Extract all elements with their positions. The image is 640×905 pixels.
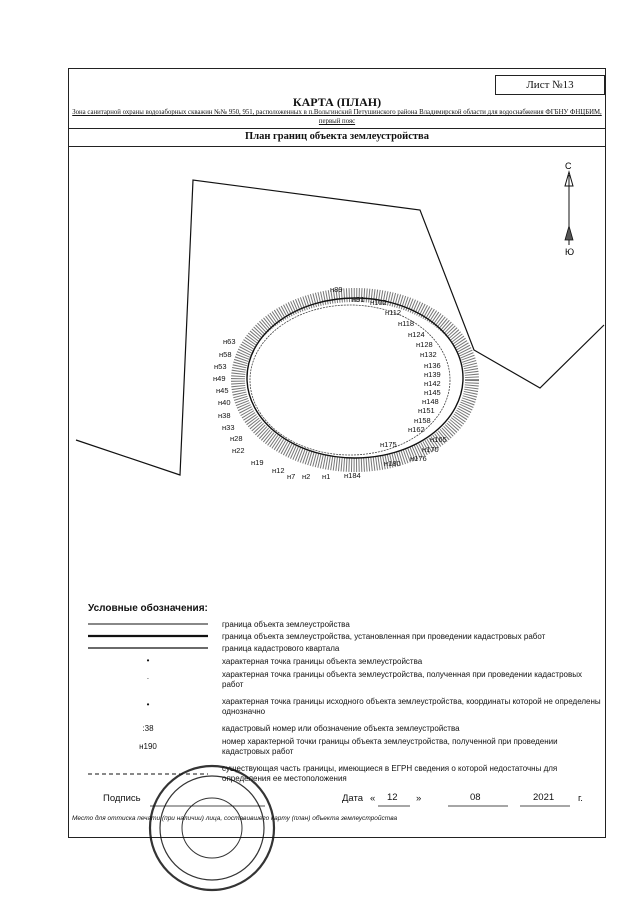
sheet-number: Лист №13 [495, 75, 605, 95]
seal-stamp [150, 766, 274, 890]
point-label: н180 [384, 459, 401, 468]
point-label: н139 [424, 370, 441, 379]
legend-item-text: характерная точка границы объекта землеустройства [222, 657, 423, 666]
legend-point-symbol: · [146, 674, 150, 683]
plan-title: План границ объекта землеустройства [245, 131, 429, 142]
quarter-boundary [76, 180, 604, 475]
date-quote-close: » [416, 793, 422, 804]
legend-item-text: характерная точка границы исходного объекта землеустройства, координаты которой не определены однозначно [222, 697, 601, 716]
north-arrow-icon [565, 161, 574, 257]
point-label: н165 [430, 435, 447, 444]
point-label: н112 [385, 308, 402, 317]
point-label: н102 [370, 298, 387, 307]
legend-title: Условные обозначения: [88, 603, 208, 614]
point-label: н142 [424, 379, 441, 388]
point-label: н132 [420, 350, 437, 359]
signature-label: Подпись [103, 793, 141, 804]
point-label: н22 [232, 446, 245, 455]
point-label: н145 [424, 388, 441, 397]
point-label: н128 [416, 340, 433, 349]
point-label: н45 [216, 386, 229, 395]
point-label: н49 [213, 374, 226, 383]
point-label: н53 [214, 362, 227, 371]
legend-item-text: граница кадастрового квартала [222, 644, 340, 653]
point-label: н184 [344, 471, 361, 480]
date-month: 08 [470, 792, 481, 803]
legend-item-text: граница объекта землеустройства [222, 620, 350, 629]
point-label: н136 [424, 361, 441, 370]
legend-item-text: кадастровый номер или обозначение объекта землеустройства [222, 724, 460, 733]
point-label: н28 [230, 434, 243, 443]
compass-north: С [565, 161, 572, 171]
date-year: 2021 [533, 792, 555, 803]
point-label: н89 [330, 285, 343, 294]
point-label: н151 [418, 406, 435, 415]
point-label: н63 [223, 337, 236, 346]
document-subtitle: Зона санитарной охраны водозаборных скважин №№ 950, 951, расположенных в п.Вольгинский Петушинского района Владимирской области для водоснабжения ФГБНУ ФНЦБИМ, первый пояс [72, 109, 602, 125]
point-label: н58 [219, 350, 232, 359]
legend-cadastral-symbol: :38 [142, 724, 154, 733]
point-label: н175 [380, 440, 397, 449]
point-label: н118 [398, 319, 415, 328]
point-label: н33 [222, 423, 235, 432]
point-label: н124 [408, 330, 425, 339]
point-label: н40 [218, 398, 231, 407]
legend-point-symbol: • [146, 700, 150, 709]
document-title: КАРТА (ПЛАН) [292, 95, 382, 109]
point-label: н158 [414, 416, 431, 425]
point-label: н170 [422, 445, 439, 454]
legend-item-text: характерная точка границы объекта землеустройства, полученная при проведении кадастровых работ [222, 670, 582, 689]
legend-item-text: граница объекта землеустройства, установленная при проведении кадастровых работ [222, 632, 546, 641]
point-label: н91 [352, 295, 365, 304]
point-label: н7 [287, 472, 296, 481]
point-label: н12 [272, 466, 285, 475]
point-label: н2 [302, 472, 311, 481]
point-label: н1 [322, 472, 331, 481]
legend-point-symbol: • [146, 656, 150, 665]
point-label: н176 [410, 454, 427, 463]
compass-south: Ю [565, 247, 575, 257]
legend-point-number-symbol: н190 [139, 742, 157, 751]
point-label: н148 [422, 397, 439, 406]
legend-item-text: существующая часть границы, имеющиеся в ЕГРН сведения о которой недостаточны для определения ее местоположения [222, 764, 558, 783]
point-label: н38 [218, 411, 231, 420]
date-quote-open: « [370, 793, 376, 804]
stamp-place-note: Место для оттиска печати (при наличии) лица, составившего карту (план) объекта землеустройства [72, 815, 398, 822]
legend-item-text: номер характерной точки границы объекта землеустройства, полученной при проведении кадастровых работ [222, 737, 558, 756]
date-label: Дата [342, 793, 364, 804]
point-label: н162 [408, 425, 425, 434]
point-label: н19 [251, 458, 264, 467]
date-year-suffix: г. [578, 793, 583, 804]
date-day: 12 [387, 792, 398, 803]
